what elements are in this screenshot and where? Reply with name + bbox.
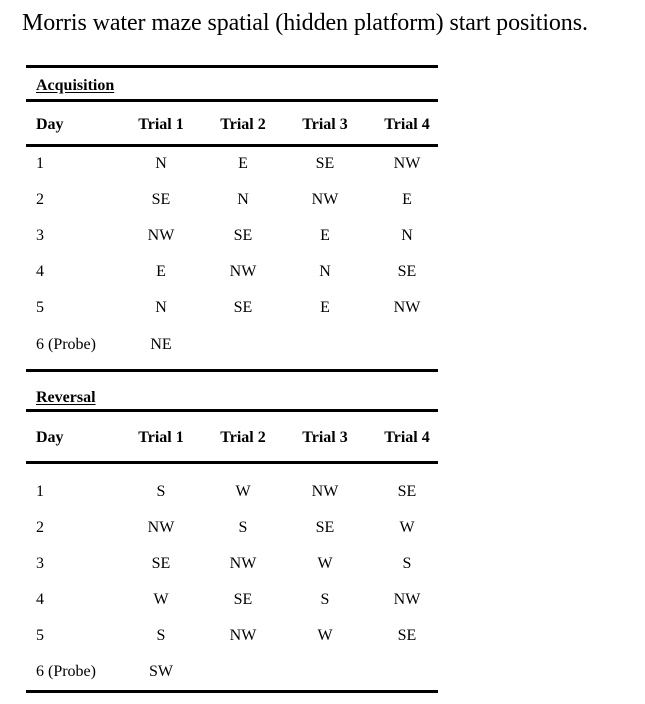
- acquisition-label-rule: [26, 99, 438, 102]
- trial-cell: SE: [315, 519, 335, 536]
- section-divider-rule: [26, 369, 438, 372]
- trial-cell: NE: [150, 336, 172, 353]
- table-row: [26, 290, 438, 326]
- trial-cell: N: [155, 155, 167, 172]
- trial-cell: [366, 654, 448, 690]
- trial-cell: [366, 327, 448, 363]
- trial-cell: NW: [311, 191, 339, 208]
- trial-cell: W: [153, 591, 169, 608]
- trial-cell: NW: [229, 555, 257, 572]
- day-cell: 2: [36, 519, 44, 536]
- table-row: [26, 254, 438, 290]
- trial-cell: E: [156, 263, 166, 280]
- trial-cell: SE: [233, 299, 253, 316]
- trial-cell: N: [237, 191, 249, 208]
- table-row: [26, 327, 438, 363]
- trial-cell: NW: [147, 227, 175, 244]
- table-row: [26, 618, 438, 654]
- trial-cell: S: [320, 591, 330, 608]
- table-row: [26, 582, 438, 618]
- reversal-section-label: Reversal: [36, 389, 96, 406]
- trial-cell: N: [155, 299, 167, 316]
- trial-cell: NW: [393, 155, 421, 172]
- day-cell: 3: [36, 555, 44, 572]
- day-cell: 6 (Probe): [36, 336, 96, 353]
- trial-cell: SE: [151, 555, 171, 572]
- reversal-label-rule: [26, 409, 438, 412]
- trial-cell: N: [401, 227, 413, 244]
- trial-cell: NW: [229, 627, 257, 644]
- trial-cell: SE: [397, 483, 417, 500]
- day-cell: 1: [36, 155, 44, 172]
- column-header-trial-4: Trial 4: [384, 429, 430, 446]
- column-header-trial-1: Trial 1: [138, 116, 184, 133]
- table-row: [26, 146, 438, 182]
- trial-cell: SE: [397, 263, 417, 280]
- column-header-day: Day: [36, 116, 64, 133]
- trial-cell: S: [238, 519, 248, 536]
- trial-cell: SE: [151, 191, 171, 208]
- column-header-trial-3: Trial 3: [302, 429, 348, 446]
- trial-cell: SE: [233, 227, 253, 244]
- day-cell: 3: [36, 227, 44, 244]
- table-row: [26, 546, 438, 582]
- trial-cell: S: [402, 555, 412, 572]
- trial-cell: S: [156, 627, 166, 644]
- trial-cell: NW: [147, 519, 175, 536]
- column-header-trial-4: Trial 4: [384, 116, 430, 133]
- trial-cell: NW: [393, 591, 421, 608]
- day-cell: 5: [36, 627, 44, 644]
- trial-cell: SE: [315, 155, 335, 172]
- table-row: [26, 218, 438, 254]
- day-cell: 4: [36, 263, 44, 280]
- table-bottom-rule: [26, 690, 438, 693]
- trial-cell: S: [156, 483, 166, 500]
- column-header-trial-2: Trial 2: [220, 116, 266, 133]
- trial-cell: NW: [229, 263, 257, 280]
- table-row: [26, 474, 438, 510]
- trial-cell: E: [320, 227, 330, 244]
- table-row: [26, 182, 438, 218]
- day-cell: 2: [36, 191, 44, 208]
- acquisition-header-row: [26, 107, 438, 143]
- column-header-trial-2: Trial 2: [220, 429, 266, 446]
- trial-cell: N: [319, 263, 331, 280]
- trial-cell: NW: [393, 299, 421, 316]
- trial-cell: SW: [149, 663, 173, 680]
- trial-cell: SE: [233, 591, 253, 608]
- trial-cell: W: [399, 519, 415, 536]
- trial-cell: E: [402, 191, 412, 208]
- column-header-day: Day: [36, 429, 64, 446]
- column-header-trial-1: Trial 1: [138, 429, 184, 446]
- trial-cell: W: [317, 555, 333, 572]
- column-header-trial-3: Trial 3: [302, 116, 348, 133]
- acquisition-section-label: Acquisition: [36, 77, 115, 94]
- table-top-rule: [26, 65, 438, 68]
- trial-cell: W: [317, 627, 333, 644]
- document-title: Morris water maze spatial (hidden platform) start positions.: [22, 10, 588, 36]
- trial-cell: [202, 327, 284, 363]
- trial-cell: [202, 654, 284, 690]
- trial-cell: E: [238, 155, 248, 172]
- table-row: [26, 510, 438, 546]
- reversal-header-rule: [26, 461, 438, 464]
- reversal-header-row: [26, 420, 438, 456]
- day-cell: 6 (Probe): [36, 663, 96, 680]
- trial-cell: NW: [311, 483, 339, 500]
- table-row: [26, 654, 438, 690]
- day-cell: 5: [36, 299, 44, 316]
- trial-cell: W: [235, 483, 251, 500]
- trial-cell: SE: [397, 627, 417, 644]
- trial-cell: E: [320, 299, 330, 316]
- trial-cell: [284, 327, 366, 363]
- day-cell: 1: [36, 483, 44, 500]
- trial-cell: [284, 654, 366, 690]
- day-cell: 4: [36, 591, 44, 608]
